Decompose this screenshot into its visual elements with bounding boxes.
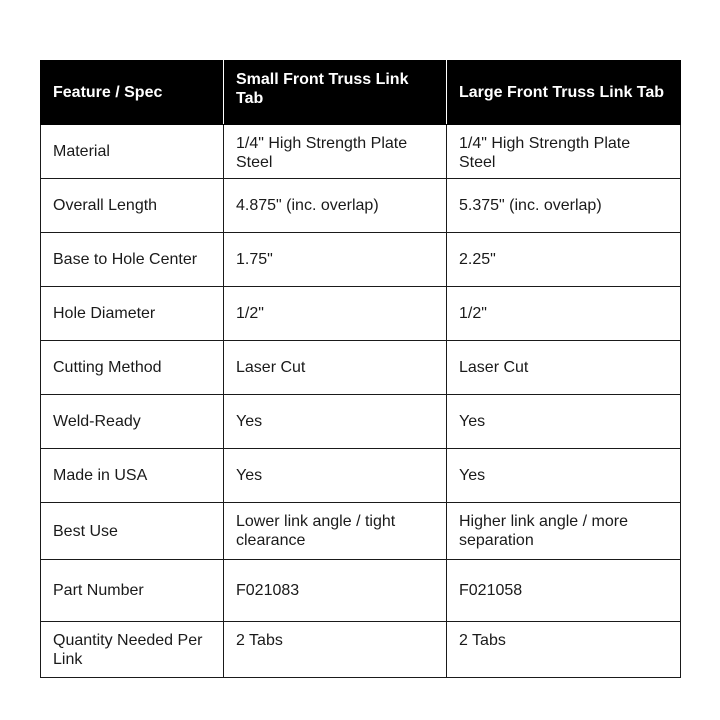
row-label-hole-diameter: Hole Diameter [41, 287, 224, 341]
table-row [41, 449, 681, 503]
table-header-row [41, 61, 681, 125]
header-feature-spec: Feature / Spec [41, 61, 224, 125]
small-tab-base-to-hole: 1.75" [224, 233, 447, 287]
row-label-part-number: Part Number [41, 560, 224, 622]
table-row [41, 503, 681, 560]
table-row [41, 560, 681, 622]
table-row [41, 233, 681, 287]
small-tab-weld-ready: Yes [224, 395, 447, 449]
small-tab-quantity: 2 Tabs [224, 622, 447, 678]
table-row [41, 622, 681, 678]
header-small-tab: Small Front Truss Link Tab [224, 61, 447, 125]
spec-comparison-table [40, 60, 681, 678]
small-tab-overall-length: 4.875" (inc. overlap) [224, 179, 447, 233]
header-large-tab: Large Front Truss Link Tab [447, 61, 681, 125]
small-tab-made-in-usa: Yes [224, 449, 447, 503]
large-tab-cutting-method: Laser Cut [447, 341, 681, 395]
table-row [41, 287, 681, 341]
large-tab-quantity: 2 Tabs [447, 622, 681, 678]
large-tab-part-number: F021058 [447, 560, 681, 622]
table-row [41, 341, 681, 395]
row-label-overall-length: Overall Length [41, 179, 224, 233]
row-label-quantity-needed: Quantity Needed Per Link [41, 622, 224, 678]
row-label-weld-ready: Weld-Ready [41, 395, 224, 449]
table-row [41, 125, 681, 179]
small-tab-hole-diameter: 1/2" [224, 287, 447, 341]
row-label-made-in-usa: Made in USA [41, 449, 224, 503]
table-row [41, 395, 681, 449]
small-tab-best-use: Lower link angle / tight clearance [224, 503, 447, 560]
row-label-material: Material [41, 125, 224, 179]
table-row [41, 179, 681, 233]
row-label-cutting-method: Cutting Method [41, 341, 224, 395]
large-tab-base-to-hole: 2.25" [447, 233, 681, 287]
small-tab-cutting-method: Laser Cut [224, 341, 447, 395]
large-tab-best-use: Higher link angle / more separation [447, 503, 681, 560]
large-tab-made-in-usa: Yes [447, 449, 681, 503]
small-tab-part-number: F021083 [224, 560, 447, 622]
row-label-best-use: Best Use [41, 503, 224, 560]
large-tab-material: 1/4" High Strength Plate Steel [447, 125, 681, 179]
row-label-base-to-hole: Base to Hole Center [41, 233, 224, 287]
small-tab-material: 1/4" High Strength Plate Steel [224, 125, 447, 179]
large-tab-overall-length: 5.375" (inc. overlap) [447, 179, 681, 233]
large-tab-weld-ready: Yes [447, 395, 681, 449]
large-tab-hole-diameter: 1/2" [447, 287, 681, 341]
